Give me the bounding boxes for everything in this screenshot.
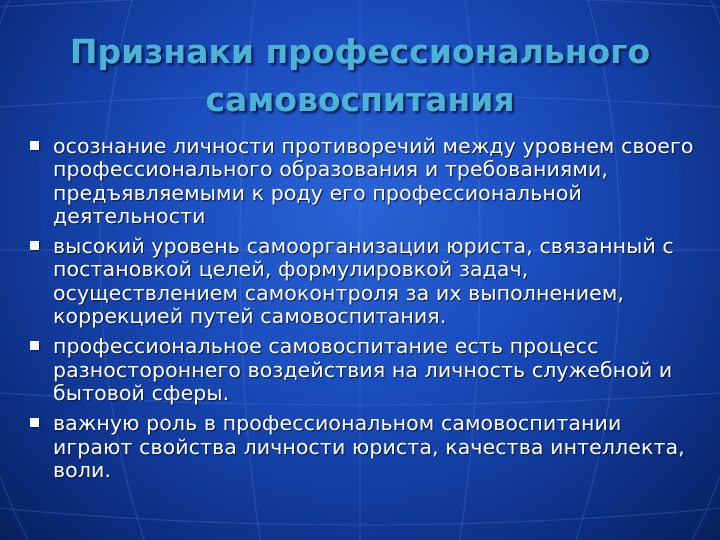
bullet-item xyxy=(30,412,700,482)
bullet-list xyxy=(30,135,700,489)
square-bullet-icon xyxy=(30,141,39,150)
slide-title xyxy=(0,28,720,124)
slide-title-line: самовоспитания xyxy=(205,80,515,119)
square-bullet-icon xyxy=(30,418,39,427)
square-bullet-icon xyxy=(30,341,39,350)
bullet-item xyxy=(30,335,700,405)
bullet-item xyxy=(30,135,700,228)
bullet-text: важную роль в профессиональном самовоспитании играют свойства личности юриста, качества интеллекта, воли. xyxy=(53,411,685,482)
bullet-text: профессиональное самовоспитание есть процесс разностороннего воздействия на личность служебной и бытовой сферы. xyxy=(53,334,673,405)
slide-title-line: Признаки профессионального xyxy=(69,32,651,71)
bullet-text: высокий уровень самоорганизации юриста, связанный с постановкой целей, формулировкой задач, осуществлением самоконтроля за их выполнением, коррекцией путей самовоспитания. xyxy=(53,234,674,329)
bullet-text: осознание личности противоречий между уровнем своего профессионального образования и требованиями, предъявляемыми к роду его профессиональной деятельности xyxy=(53,134,694,228)
bullet-item xyxy=(30,235,700,328)
square-bullet-icon xyxy=(30,241,39,250)
